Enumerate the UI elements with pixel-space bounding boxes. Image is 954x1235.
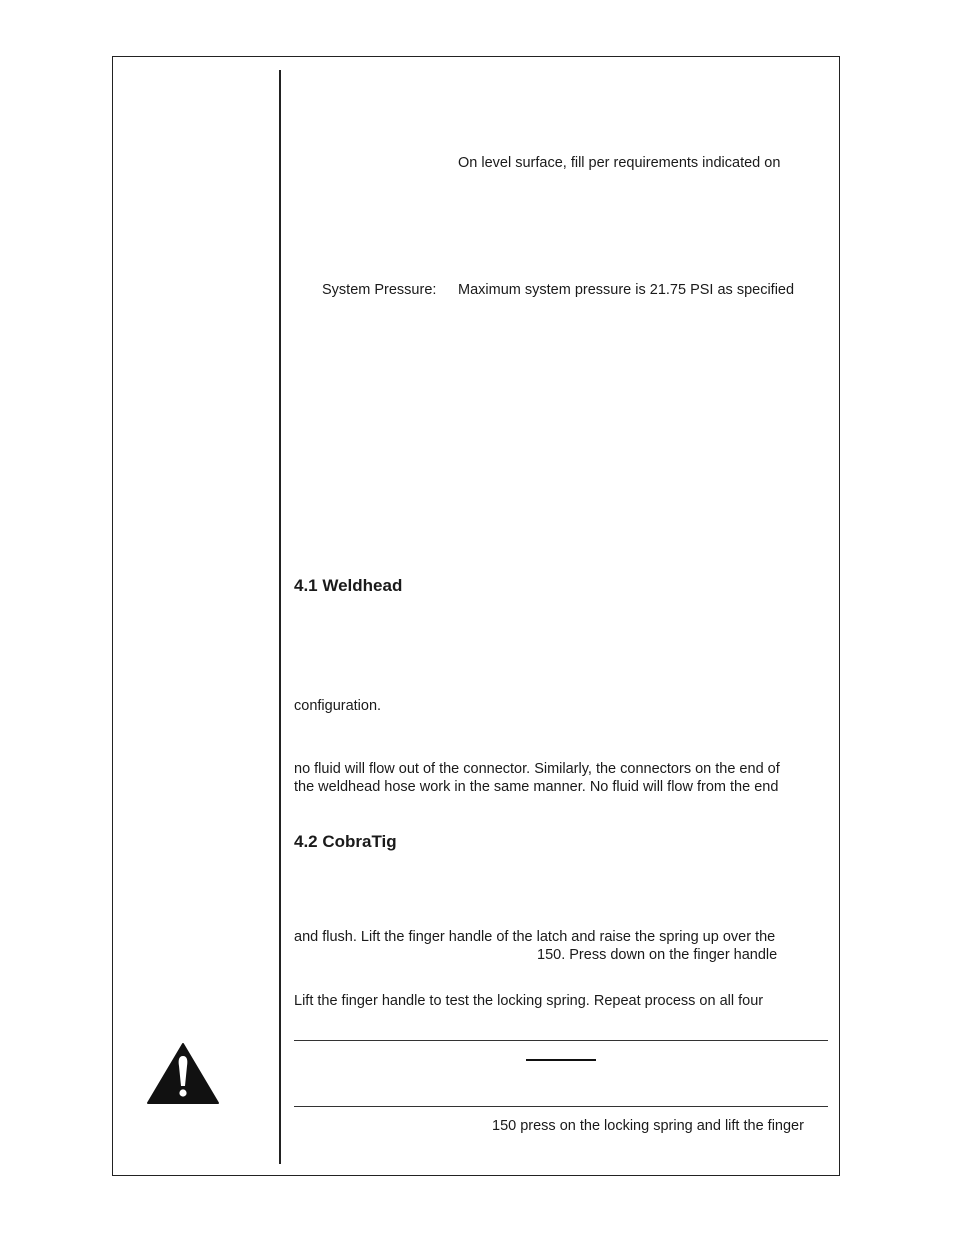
system-pressure-text: Maximum system pressure is 21.75 PSI as specified	[458, 282, 795, 298]
caution-text-line: 150 press on the locking spring and lift the finger	[492, 1118, 804, 1134]
weldhead-fluid-line-2: the weldhead hose work in the same manner. No fluid will flow from the end	[294, 779, 779, 795]
caution-title-underline	[526, 1059, 596, 1061]
weldhead-config-line: configuration.	[294, 698, 382, 714]
caution-top-rule	[294, 1040, 828, 1041]
cobratig-lift-line: Lift the finger handle to test the locking spring. Repeat process on all four	[294, 993, 764, 1009]
cobratig-flush-line: and flush. Lift the finger handle of the latch and raise the spring up over the	[294, 929, 776, 945]
fill-instruction: On level surface, fill per requirements indicated on	[458, 155, 781, 171]
cobratig-press-line: 150. Press down on the finger handle	[537, 947, 778, 963]
caution-bottom-rule	[294, 1106, 828, 1107]
section-heading-cobratig: 4.2 CobraTig	[294, 832, 397, 851]
column-divider	[279, 70, 281, 1164]
warning-triangle-icon	[146, 1042, 220, 1106]
section-heading-weldhead: 4.1 Weldhead	[294, 576, 403, 595]
system-pressure-label: System Pressure:	[322, 282, 437, 298]
weldhead-fluid-line-1: no fluid will flow out of the connector. Similarly, the connectors on the end of	[294, 761, 780, 777]
